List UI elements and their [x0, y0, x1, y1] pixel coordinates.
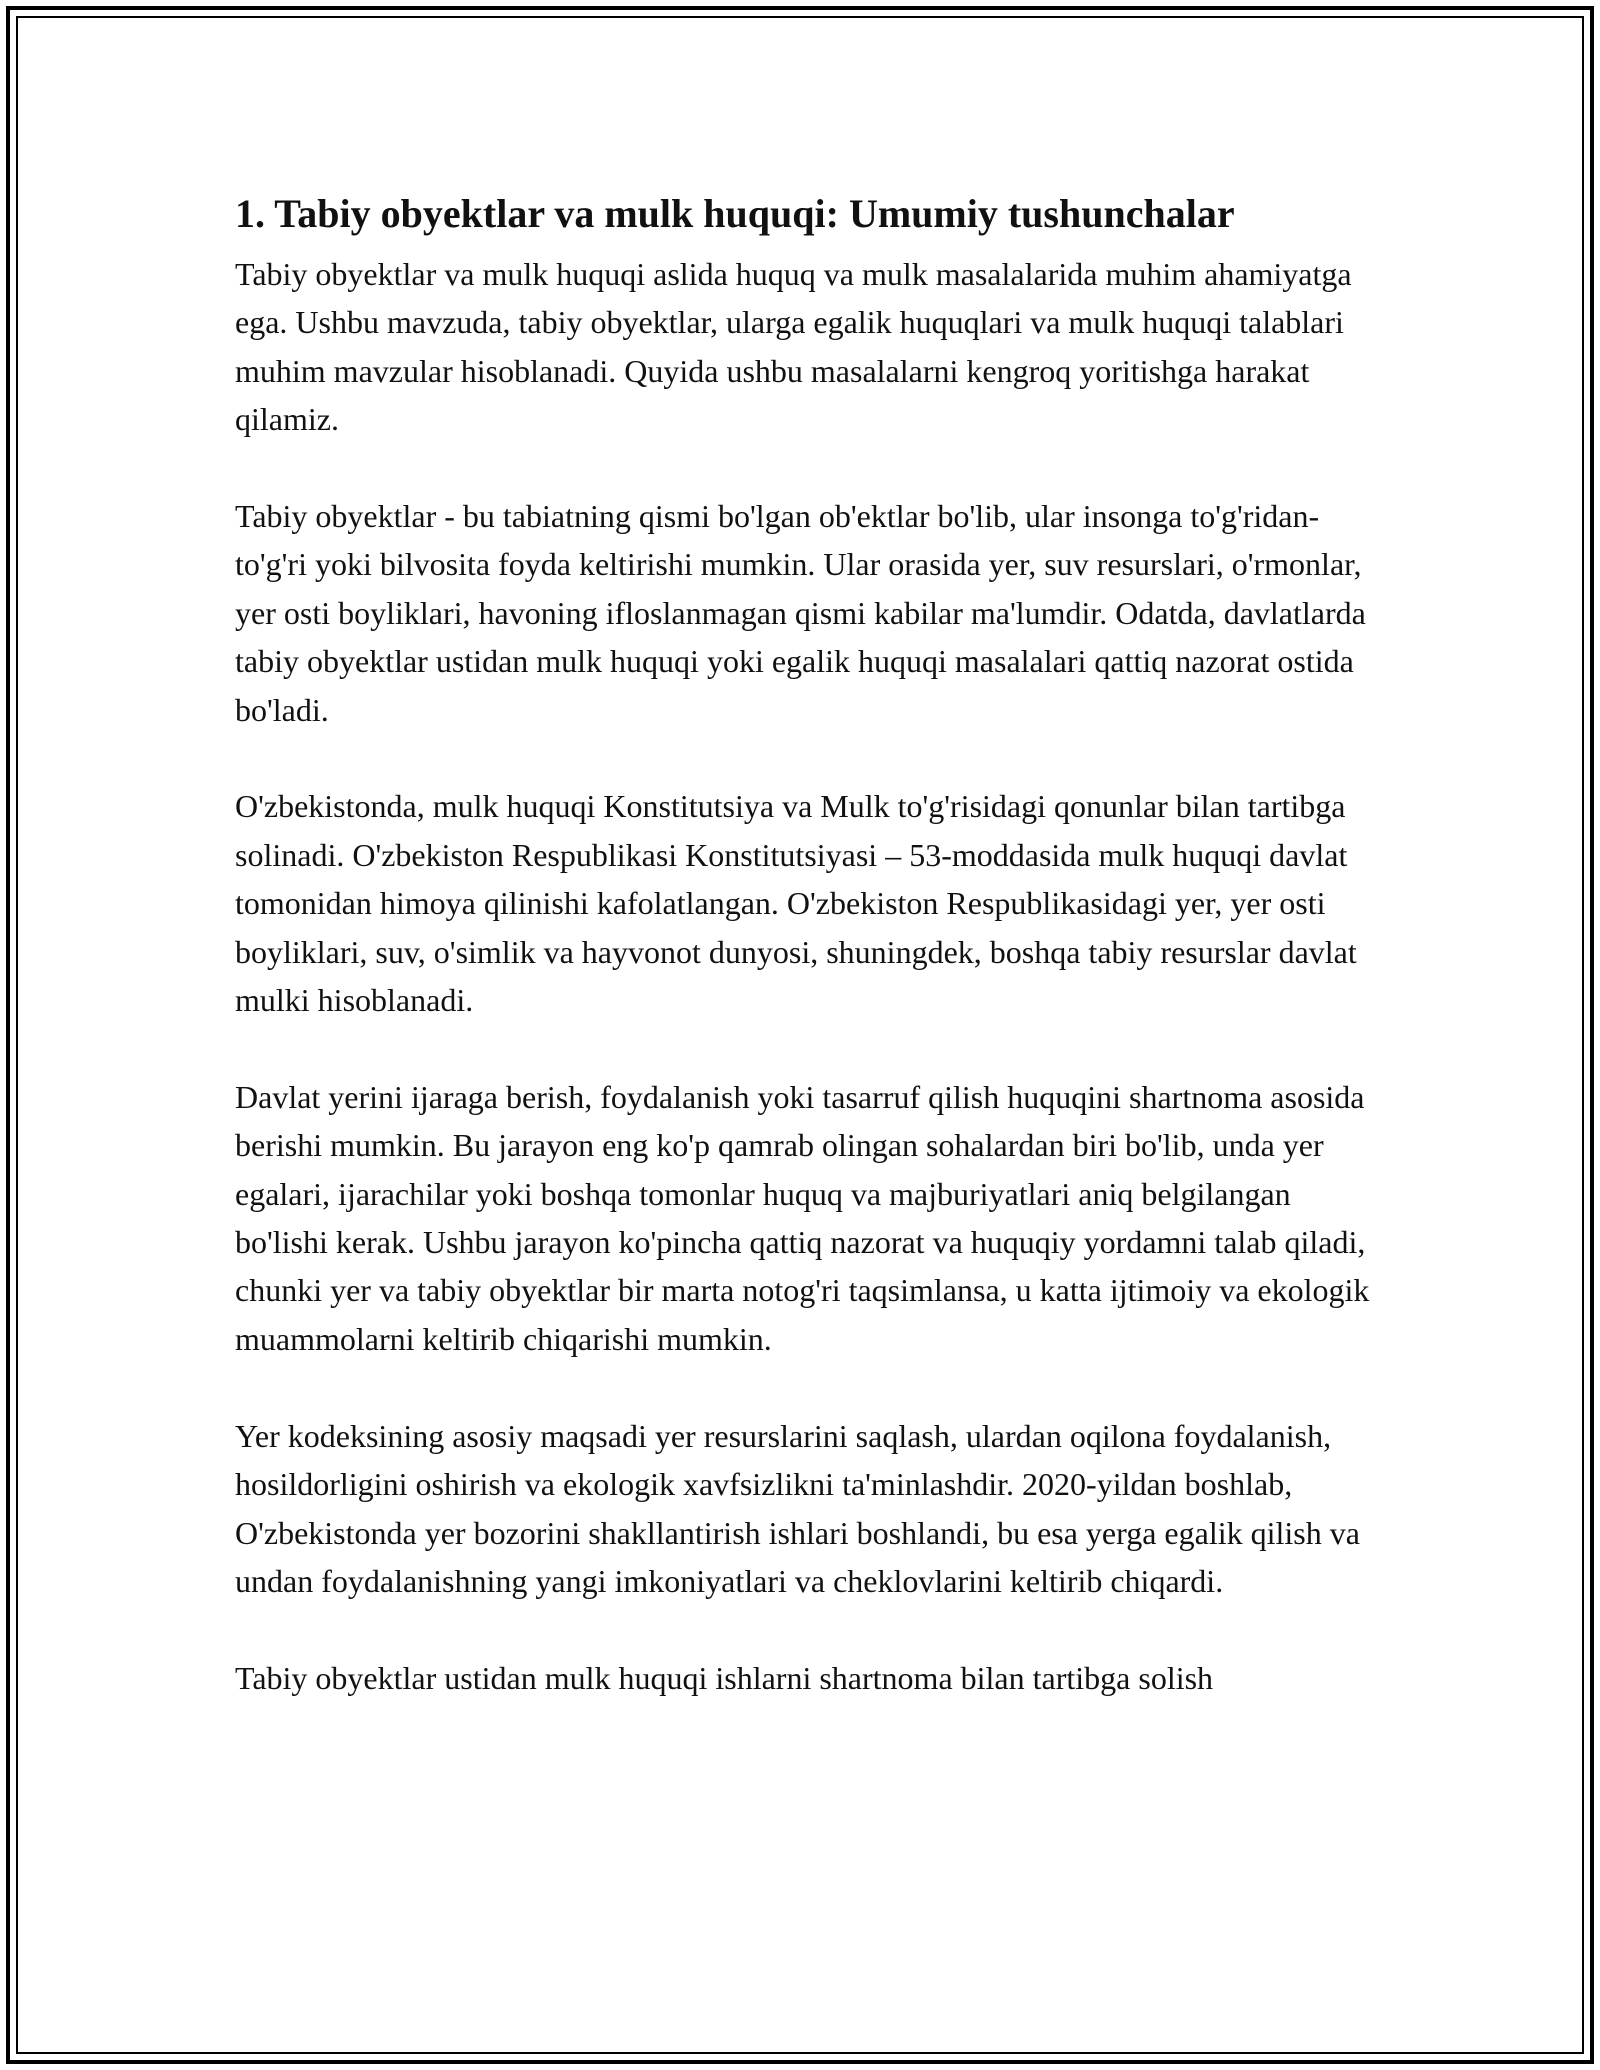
paragraph-constitution: O'zbekistonda, mulk huquqi Konstitutsiya va Mulk to'g'risidagi qonunlar bilan tartibga solinadi. O'zbekiston Respublikasi Konstitutsiyasi – 53-moddasida mulk huquqi davlat tomonidan himoya qilinishi kafolatlangan. O'zbekiston Respublikasidagi yer, yer osti boyliklari, suv, o'simlik va hayvonot dunyosi, shuningdek, boshqa tabiy resurslar davlat mulki hisoblanadi.: [235, 788, 1357, 1019]
paragraph-lease: Davlat yerini ijaraga berish, foydalanish yoki tasarruf qilish huquqini shartnoma asosida berishi mumkin. Bu jarayon eng ko'p qamrab olingan sohalardan biri bo'lib, unda yer egalari, ijarachilar yoki boshqa tomonlar huquq va majburiyatlari aniq belgilangan bo'lishi kerak. Ushbu jarayon ko'pincha qattiq nazorat va huquqiy yordamni talab qiladi, chunki yer va tabiy obyektlar bir marta notog'ri taqsimlansa, u katta ijtimoiy va ekologik muammolarni keltirib chiqarishi mumkin.: [235, 1078, 1370, 1357]
paragraph-contract: Tabiy obyektlar ustidan mulk huquqi ishlarni shartnoma bilan tartibga solish: [235, 1659, 1214, 1696]
paragraph-intro: Tabiy obyektlar va mulk huquqi aslida huquq va mulk masalalarida muhim ahamiyatga ega. Ushbu mavzuda, tabiy obyektlar, ularga egalik huquqlari va mulk huquqi talablari muhim mavzular hisoblanadi. Quyida ushbu masalalarni kengroq yoritishga harakat qilamiz.: [235, 256, 1352, 438]
document-body: [235, 188, 1375, 1751]
paragraph-definition: Tabiy obyektlar - bu tabiatning qismi bo'lgan ob'ektlar bo'lib, ular insonga to'g'ridan-to'g'ri yoki bilvosita foyda keltirishi mumkin. Ular orasida yer, suv resurslari, o'rmonlar, yer osti boyliklari, havoning ifloslanmagan qismi kabilar ma'lumdir. Odatda, davlatlarda tabiy obyektlar ustidan mulk huquqi yoki egalik huquqi masalalari qattiq nazorat ostida bo'ladi.: [235, 498, 1366, 728]
paragraph-land-code: Yer kodeksining asosiy maqsadi yer resurslarini saqlash, ulardan oqilona foydalanish, hosildorligini oshirish va ekologik xavfsizlikni ta'minlashdir. 2020-yildan boshlab, O'zbekistonda yer bozorini shakllantirish ishlari boshlandi, bu esa yerga egalik qilish va undan foydalanishning yangi imkoniyatlari va cheklovlarini keltirib chiqardi.: [235, 1417, 1360, 1599]
section-heading: 1. Tabiy obyektlar va mulk huquqi: Umumiy tushunchalar: [235, 191, 1235, 236]
